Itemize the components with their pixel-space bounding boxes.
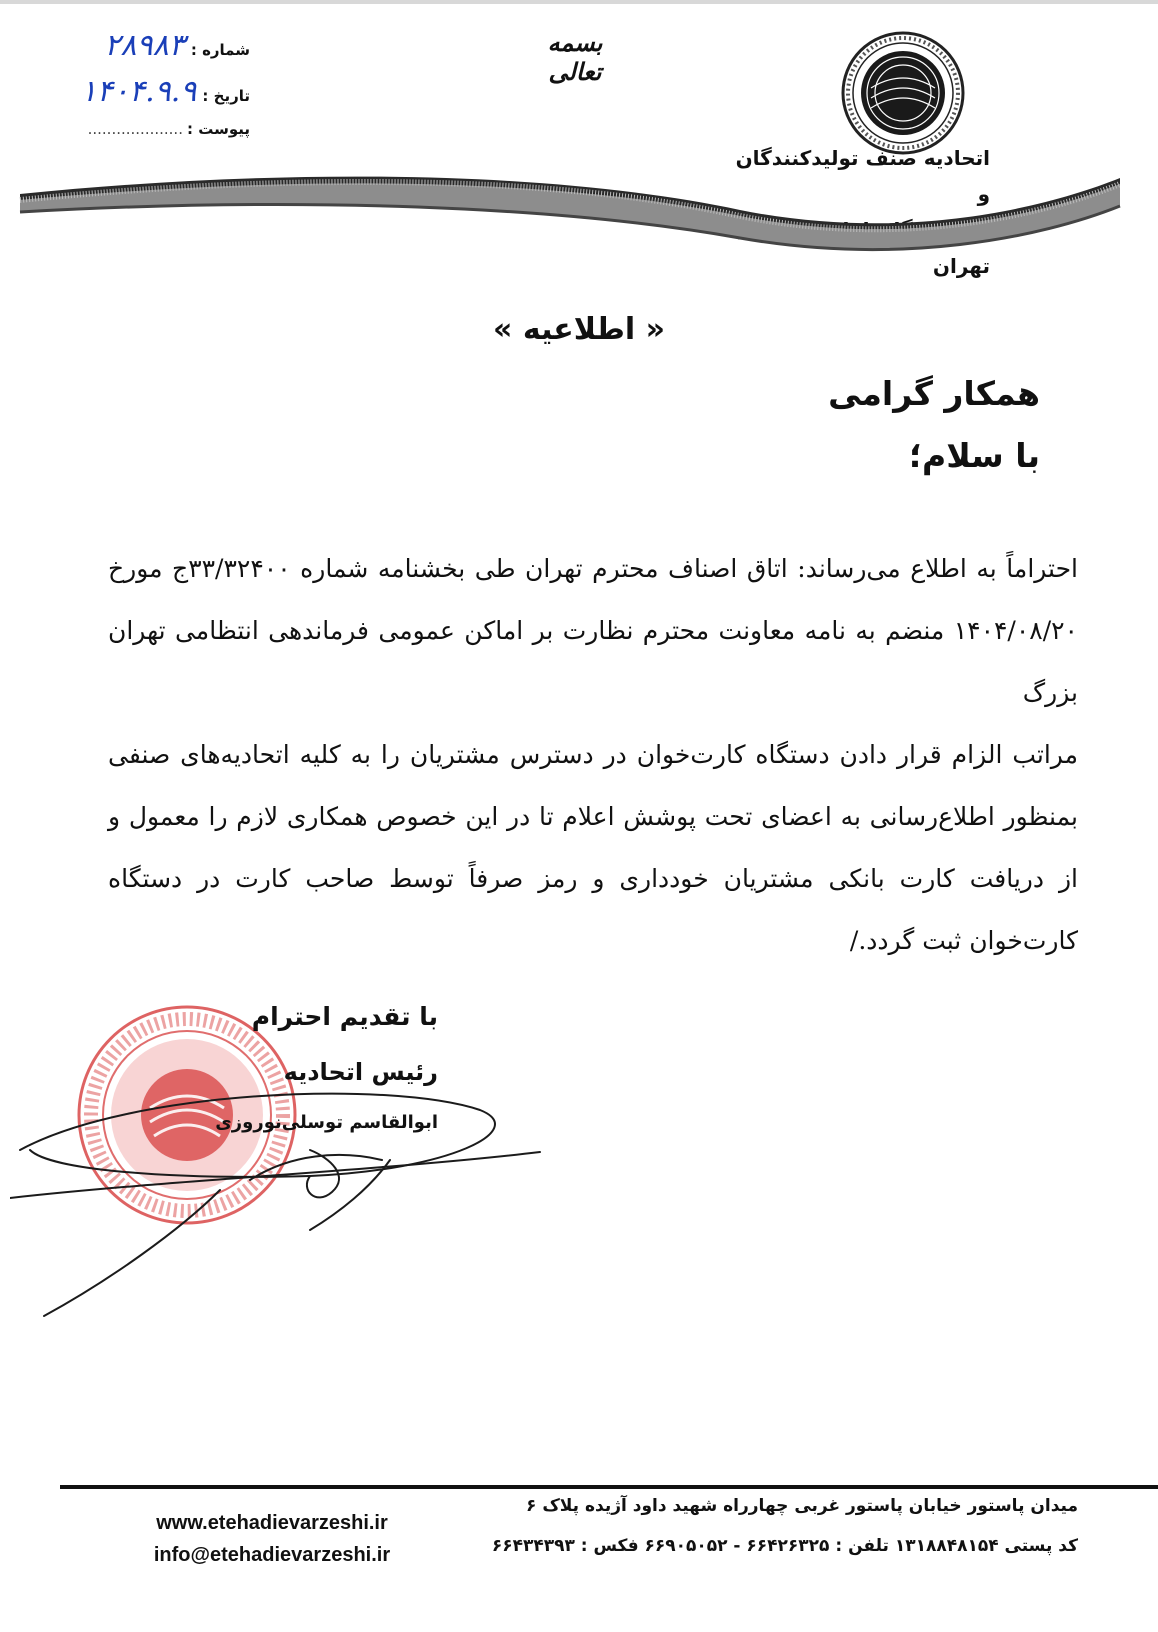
greeting: همکار گرامی [828,374,1040,413]
salutation: با سلام؛ [908,436,1040,475]
footer-divider [60,1485,1158,1489]
letter-date-row [30,74,250,108]
basmala: بسمه تعالی [547,28,603,86]
scan-edge [0,0,1158,4]
handwritten-signature [10,1080,570,1320]
letter-title: « اطلاعیه » [493,312,665,347]
organization-name-line1: اتحادیه صنف تولیدکنندگان و [735,146,990,206]
letter-number-value: ۲۸۹۸۳ [104,28,185,63]
footer-contact: کد پستی ۱۳۱۸۸۴۸۱۵۴ تلفن : ۶۶۴۲۶۳۲۵ - ۶۶۹۰۵۰۵۲ فکس : ۶۶۴۳۴۳۹۳ [491,1536,1078,1556]
letter-attachment-row [30,120,250,154]
website-link[interactable]: www.etehadievarzeshi.ir [156,1512,388,1534]
email-link[interactable]: info@etehadievarzeshi.ir [153,1544,391,1566]
header-wave-band [0,176,1158,256]
letter-date-label: تاریخ : [202,87,250,105]
footer-address: میدان پاستور خیابان پاستور غربی چهارراه شهید داود آژیده پلاک ۶ [526,1496,1078,1516]
body-paragraph-1: احتراماً به اطلاع می‌رساند: اتاق اصناف محترم تهران طی بخشنامه شماره ۳۳/۳۲۴۰۰ج مورخ ۱۴۰۴/۰۸/۲۰ منضم به نامه معاونت محترم نظارت بر اماکن عمومی فرماندهی انتظامی تهران بزرگ [108,554,1078,707]
closing-line: با تقدیم احترام [251,1002,438,1031]
signer-name: ابوالقاسم توسلی‌نوروزی [215,1112,438,1133]
letter-attachment-label: پیوست : [186,120,250,138]
letter-number-row [30,28,250,62]
letter-attachment-value: .................... [87,120,183,138]
body-paragraph-2: مراتب الزام قرار دادن دستگاه کارت‌خوان در دسترس مشتریان را به کلیه اتحادیه‌های صنفی بمنظور اطلاع‌رسانی به اعضای تحت پوشش اعلام تا در این خصوص همکاری لازم را معمول و از دریافت کارت بانکی مشتریان خودداری و رمز صرفاً توسط صاحب کارت در دستگاه کارت‌خوان ثبت گردد./ [108,740,1078,955]
organization-name-line2: تهران [932,254,990,278]
letter-body [108,538,1078,972]
signer-position: رئیس اتحادیه [283,1058,438,1086]
letter-number-label: شماره : [190,41,250,59]
organization-logo [838,28,968,158]
letter-date-value: ۱۴۰۴.۹.۹ [80,74,197,109]
